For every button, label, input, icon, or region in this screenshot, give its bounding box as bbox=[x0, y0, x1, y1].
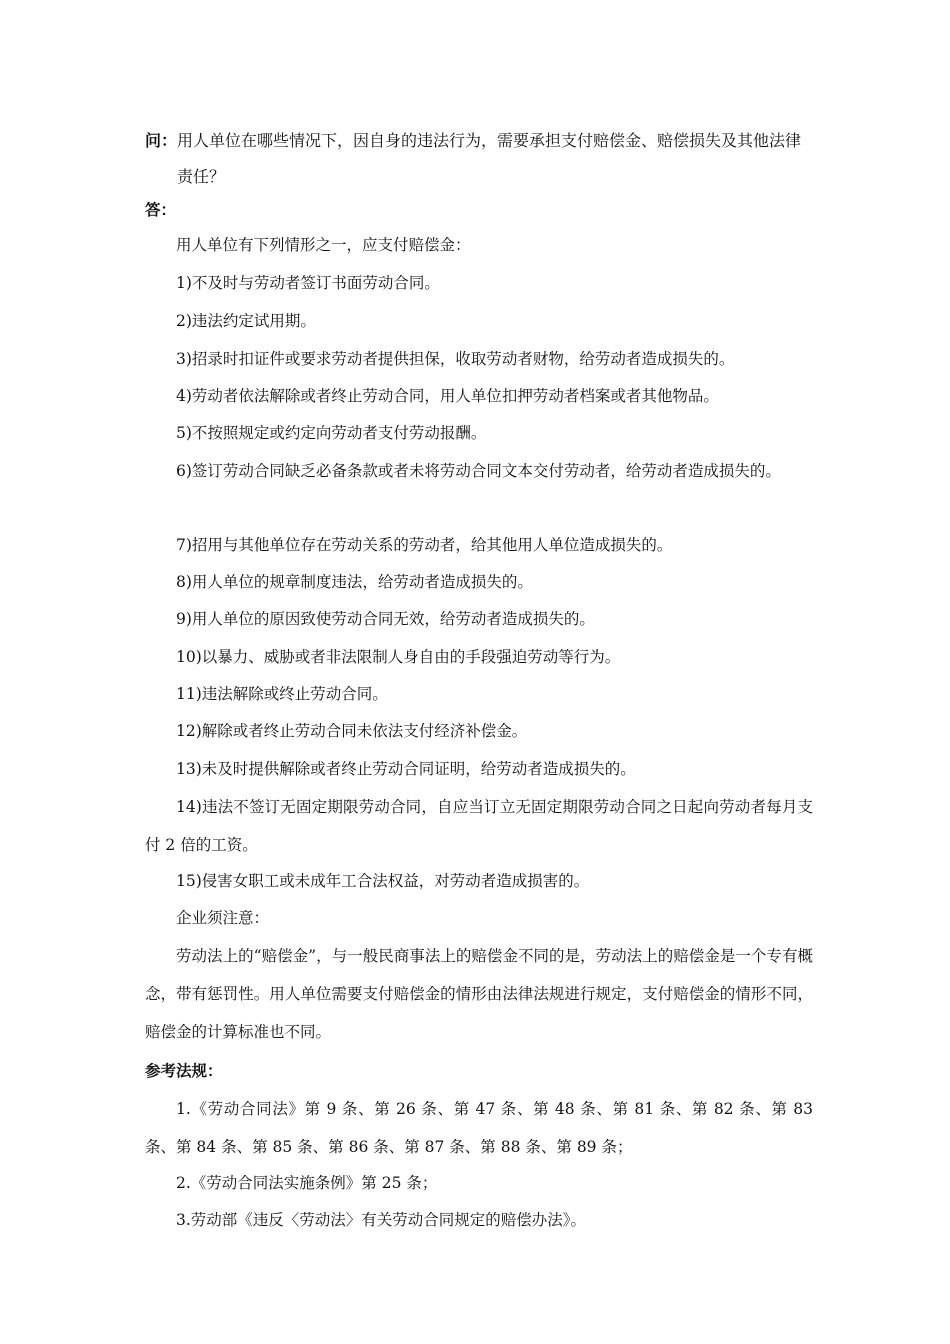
answer-item-14: 14)违法不签订无固定期限劳动合同，自应当订立无固定期限劳动合同之日起向劳动者每月支付 2 倍的工资。 bbox=[145, 798, 813, 854]
answer-item-5: 5)不按照规定或约定向劳动者支付劳动报酬。 bbox=[176, 424, 487, 442]
question bbox=[145, 123, 813, 195]
question-label: 问： bbox=[145, 131, 178, 150]
notice-label: 企业须注意： bbox=[176, 909, 270, 927]
reference-item-2: 2.《劳动合同法实施条例》第 25 条； bbox=[176, 1174, 438, 1192]
answer-item-9: 9)用人单位的原因致使劳动合同无效，给劳动者造成损失的。 bbox=[176, 610, 595, 628]
reference-item-1: 1.《劳动合同法》第 9 条、第 26 条、第 47 条、第 48 条、第 81 条、第 82 条、第 83 条、第 84 条、第 85 条、第 86 条、第 87 条、第 88 条、第 89 条； bbox=[145, 1100, 813, 1156]
answer-item-6: 6)签订劳动合同缺乏必备条款或者未将劳动合同文本交付劳动者，给劳动者造成损失的。 bbox=[176, 462, 781, 480]
answer-item-4: 4)劳动者依法解除或者终止劳动合同，用人单位扣押劳动者档案或者其他物品。 bbox=[176, 387, 719, 405]
answer-item-8: 8)用人单位的规章制度违法，给劳动者造成损失的。 bbox=[176, 573, 533, 591]
answer-item-13: 13)未及时提供解除或者终止劳动合同证明，给劳动者造成损失的。 bbox=[176, 760, 636, 778]
notice-text: 劳动法上的“赔偿金”，与一般民商事法上的赔偿金不同的是，劳动法上的赔偿金是一个专有概念，带有惩罚性。用人单位需要支付赔偿金的情形由法律法规进行规定，支付赔偿金的情形不同，赔偿金的计算标准也不同。 bbox=[145, 947, 813, 1041]
answer-item-3: 3)招录时扣证件或要求劳动者提供担保，收取劳动者财物，给劳动者造成损失的。 bbox=[176, 350, 735, 368]
references-label: 参考法规： bbox=[145, 1061, 223, 1080]
reference-item-3: 3.劳动部《违反〈劳动法〉有关劳动合同规定的赔偿办法》。 bbox=[176, 1211, 587, 1229]
answer-intro: 用人单位有下列情形之一，应支付赔偿金： bbox=[176, 236, 471, 254]
answer-item-1: 1)不及时与劳动者签订书面劳动合同。 bbox=[176, 274, 440, 292]
answer-item-11: 11)违法解除或终止劳动合同。 bbox=[176, 685, 388, 703]
answer-item-15: 15)侵害女职工或未成年工合法权益，对劳动者造成损害的。 bbox=[176, 872, 590, 890]
answer-label: 答： bbox=[145, 200, 177, 219]
answer-item-10: 10)以暴力、威胁或者非法限制人身自由的手段强迫劳动等行为。 bbox=[176, 648, 621, 666]
answer-item-12: 12)解除或者终止劳动合同未依法支付经济补偿金。 bbox=[176, 722, 528, 740]
answer-item-7: 7)招用与其他单位存在劳动关系的劳动者，给其他用人单位造成损失的。 bbox=[176, 536, 673, 554]
question-block bbox=[145, 123, 813, 195]
question-text: 用人单位在哪些情况下，因自身的违法行为，需要承担支付赔偿金、赔偿损失及其他法律责任？ bbox=[177, 131, 802, 186]
answer-item-2: 2)违法约定试用期。 bbox=[176, 312, 316, 330]
